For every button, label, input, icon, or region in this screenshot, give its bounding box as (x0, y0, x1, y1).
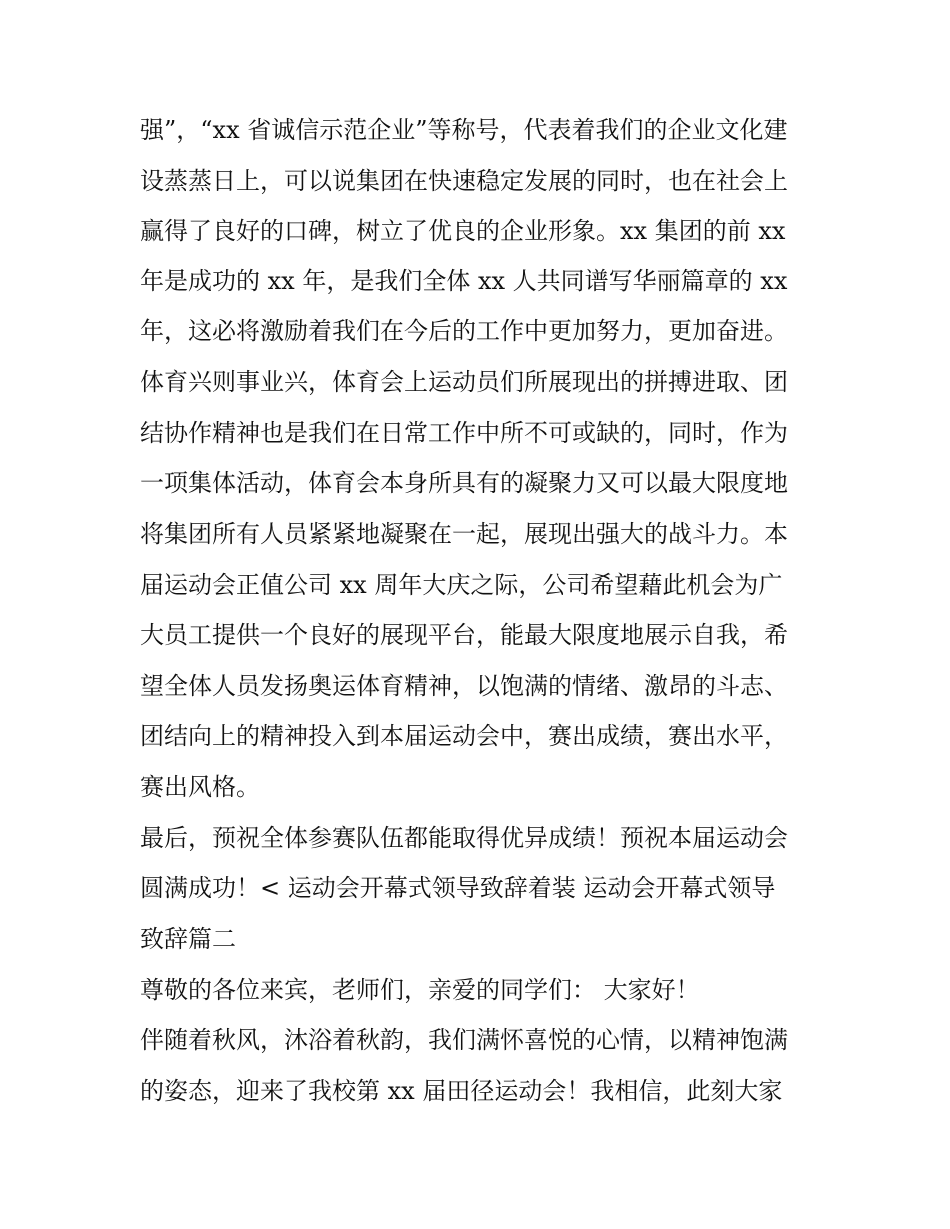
text-line: 望全体人员发扬奥运体育精神，以饱满的情绪、激昂的斗志、 (140, 672, 788, 700)
text-line: 体育兴则事业兴，体育会上运动员们所展现出的拼搏进取、团 (140, 368, 788, 396)
text-line: 大员工提供一个良好的展现平台，能最大限度地展示自我，希 (140, 621, 788, 649)
text-line: 一项集体活动，体育会本身所具有的凝聚力又可以最大限度地 (140, 469, 788, 497)
text-line: 赛出风格。 (140, 773, 260, 801)
text-line: 赢得了良好的口碑，树立了优良的企业形象。xx 集团的前 xx (140, 217, 786, 245)
text-line: 年，这必将激励着我们在今后的工作中更加努力，更加奋进。 (140, 317, 788, 345)
text-line: 团结向上的精神投入到本届运动会中，赛出成绩，赛出水平， (140, 722, 788, 750)
text-line: 圆满成功！< 运动会开幕式领导致辞着装 运动会开幕式领导 (140, 874, 776, 902)
text-line: 强”，“xx 省诚信示范企业”等称号，代表着我们的企业文化建 (140, 116, 788, 144)
text-line: 年是成功的 xx 年，是我们全体 xx 人共同谱写华丽篇章的 xx (140, 267, 788, 295)
text-line: 结协作精神也是我们在日常工作中所不可或缺的，同时，作为 (140, 419, 788, 447)
text-line: 届运动会正值公司 xx 周年大庆之际，公司希望藉此机会为广 (140, 571, 783, 599)
text-line: 尊敬的各位来宾，老师们，亲爱的同学们： 大家好！ (140, 976, 700, 1004)
text-line: 将集团所有人员紧紧地凝聚在一起，展现出强大的战斗力。本 (140, 520, 788, 548)
text-line: 的姿态，迎来了我校第 xx 届田径运动会！我相信，此刻大家 (140, 1077, 783, 1105)
text-line: 最后，预祝全体参赛队伍都能取得优异成绩！预祝本届运动会 (140, 824, 788, 852)
text-line: 设蒸蒸日上，可以说集团在快速稳定发展的同时，也在社会上 (140, 167, 788, 195)
text-line: 致辞篇二 (140, 925, 236, 953)
text-line: 伴随着秋风，沐浴着秋韵，我们满怀喜悦的心情，以精神饱满 (140, 1026, 788, 1054)
